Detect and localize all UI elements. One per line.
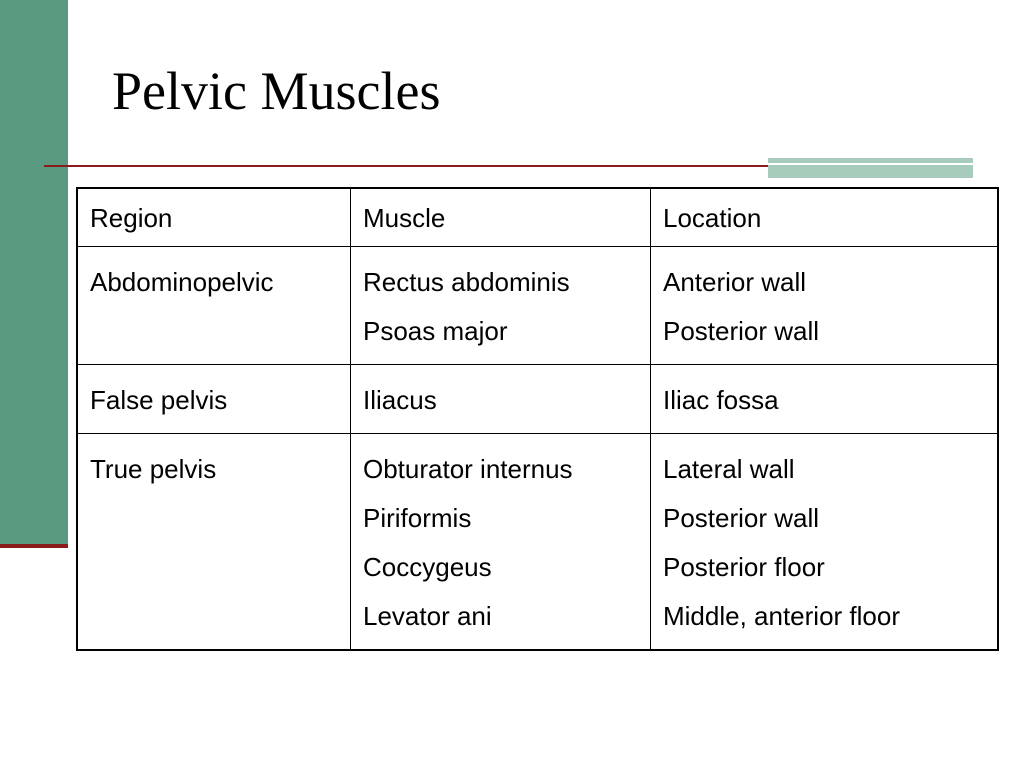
location-text: Iliac fossa xyxy=(663,385,779,415)
muscle-text: Obturator internus xyxy=(363,454,573,484)
location-text: Posterior wall xyxy=(663,316,820,346)
location-text: Lateral wall xyxy=(663,454,795,484)
table-header-row xyxy=(77,188,998,247)
header-muscle: Muscle xyxy=(351,188,651,247)
region-text: True pelvis xyxy=(90,454,217,484)
location-cell xyxy=(651,247,999,365)
region-cell xyxy=(77,434,351,651)
location-text: Posterior wall xyxy=(663,503,820,533)
muscle-cell xyxy=(351,247,651,365)
left-bar-underline xyxy=(0,544,68,548)
location-text: Anterior wall xyxy=(663,267,807,297)
muscle-cell xyxy=(351,434,651,651)
muscle-text: Iliacus xyxy=(363,385,437,415)
muscle-cell xyxy=(351,365,651,434)
region-text: False pelvis xyxy=(90,385,228,415)
table-row xyxy=(77,365,998,434)
location-text: Middle, anterior floor xyxy=(663,601,900,631)
muscle-text: Piriformis xyxy=(363,503,472,533)
left-decorative-bar xyxy=(0,0,68,545)
table-row xyxy=(77,247,998,365)
location-cell xyxy=(651,365,999,434)
muscle-text: Psoas major xyxy=(363,316,508,346)
region-cell xyxy=(77,247,351,365)
muscle-text: Rectus abdominis xyxy=(363,267,570,297)
muscle-text: Levator ani xyxy=(363,601,492,631)
title-accent-block xyxy=(768,158,973,178)
header-location: Location xyxy=(651,188,999,247)
header-region: Region xyxy=(77,188,351,247)
location-text: Posterior floor xyxy=(663,552,825,582)
muscle-table xyxy=(76,187,999,651)
muscle-text: Coccygeus xyxy=(363,552,492,582)
region-text: Abdominopelvic xyxy=(90,267,274,297)
table-row xyxy=(77,434,998,651)
slide-title: Pelvic Muscles xyxy=(112,61,441,121)
location-cell xyxy=(651,434,999,651)
region-cell xyxy=(77,365,351,434)
